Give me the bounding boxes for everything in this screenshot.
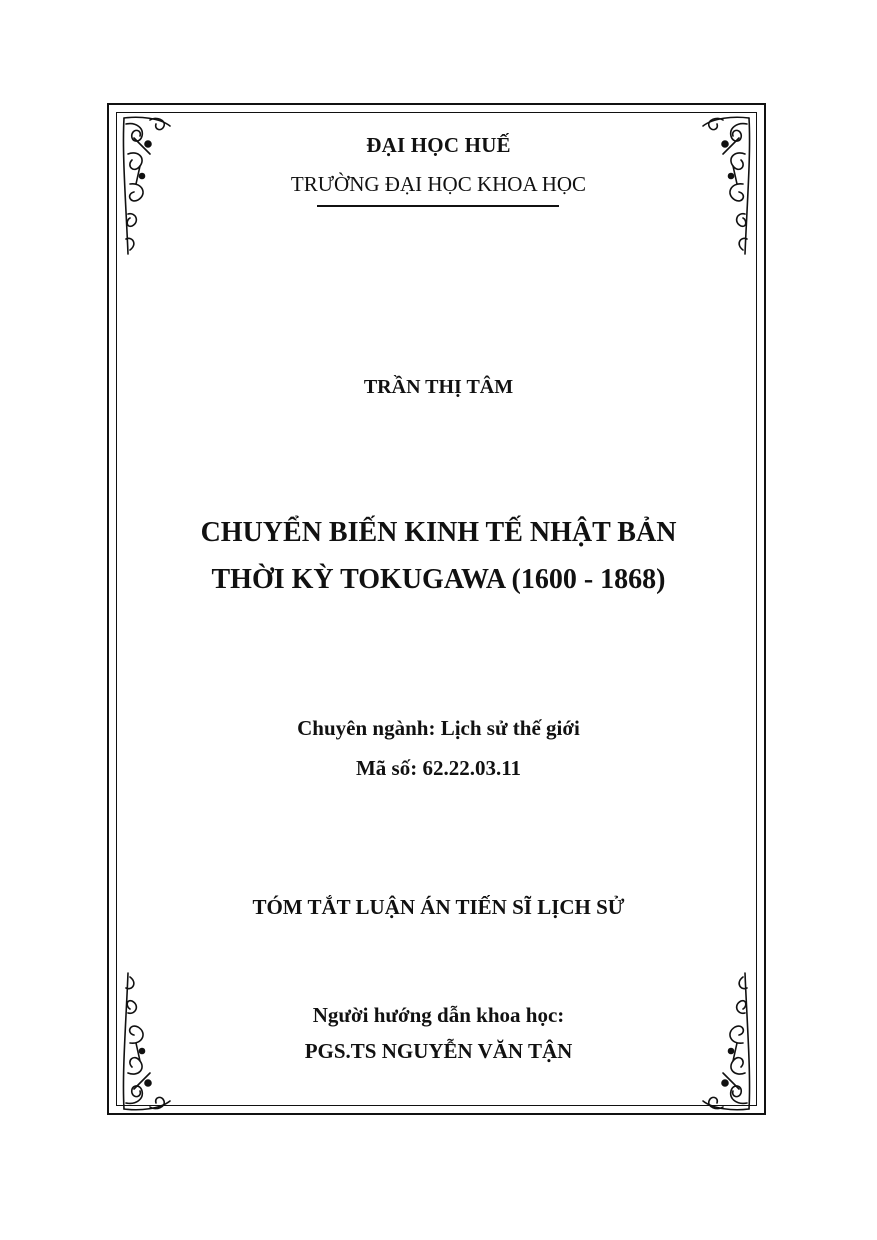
university-name: ĐẠI HỌC HUẾ <box>366 133 511 157</box>
major-field: Chuyên ngành: Lịch sử thế giới <box>297 716 580 740</box>
major-code: Mã số: 62.22.03.11 <box>355 756 522 780</box>
thesis-title-line-2: THỜI KỲ TOKUGAWA (1600 - 1868) <box>211 564 666 595</box>
header-underline <box>317 205 559 207</box>
advisor-name: PGS.TS NGUYỄN VĂN TẬN <box>304 1039 573 1063</box>
advisor-label: Người hướng dẫn khoa học: <box>312 1003 565 1027</box>
document-type: TÓM TẮT LUẬN ÁN TIẾN SĨ LỊCH SỬ <box>252 895 625 919</box>
author-name: TRẦN THỊ TÂM <box>363 376 514 398</box>
page-border-inner <box>116 112 757 1106</box>
thesis-title-line-1: CHUYỂN BIẾN KINH TẾ NHẬT BẢN <box>200 517 677 548</box>
school-name: TRƯỜNG ĐẠI HỌC KHOA HỌC <box>290 172 587 196</box>
